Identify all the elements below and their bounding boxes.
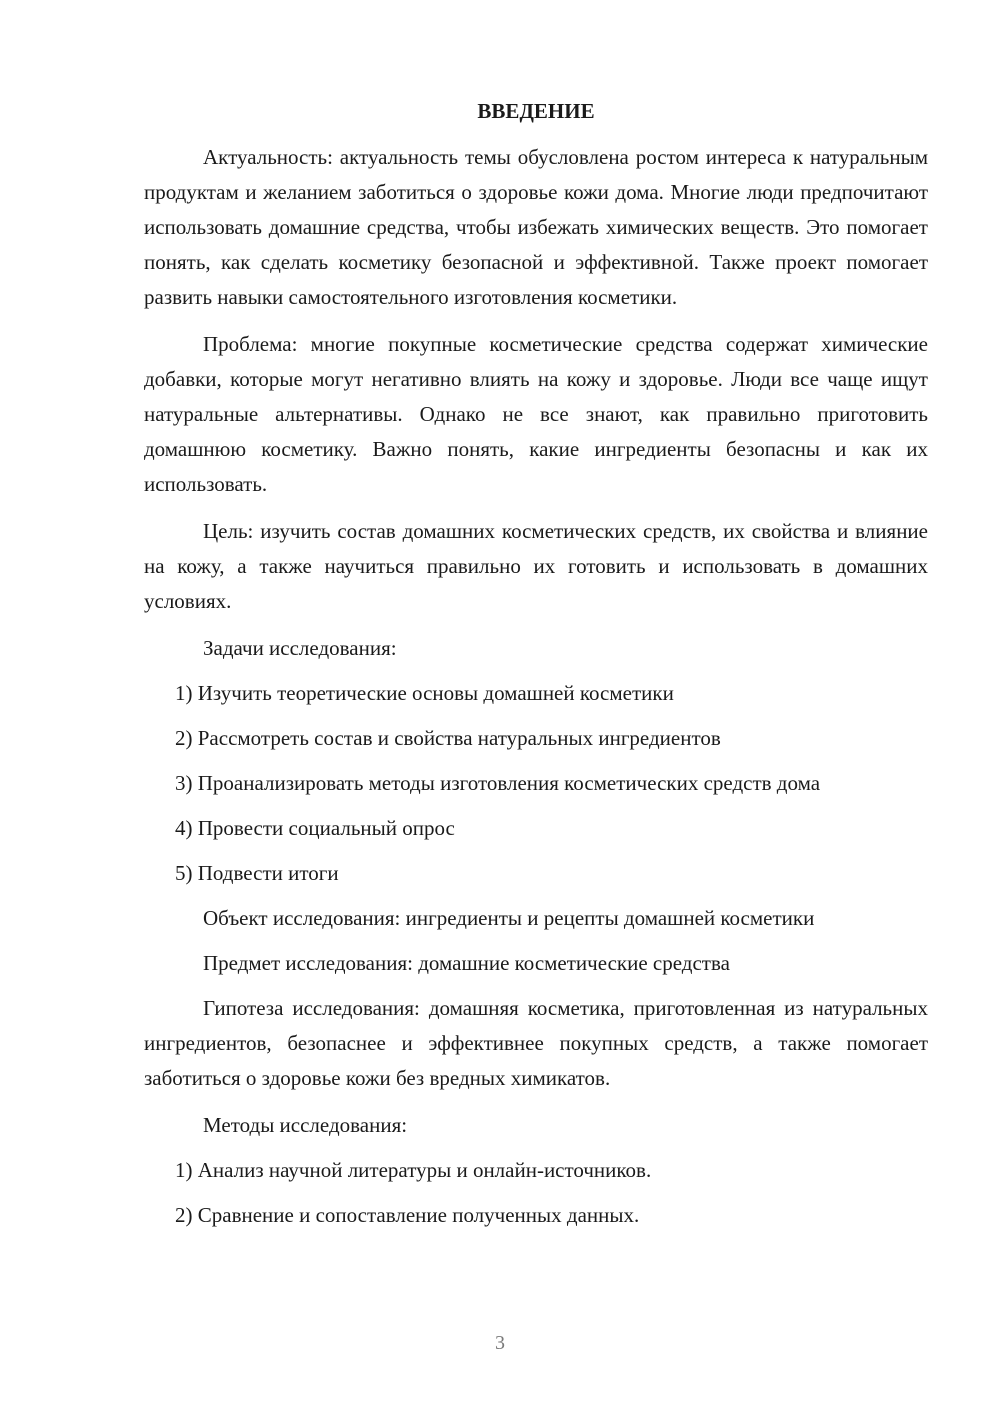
problem-paragraph: Проблема: многие покупные косметические средства содержат химические добавки, которые могут негативно влиять на кожу и здоровье. Люди все чаще ищут натуральные альтернативы. Однако не все знают, как правильно приготовить домашнюю косметику. Важно понять, какие ингредиенты безопасны и как их использовать. <box>144 332 928 496</box>
research-object: Объект исследования: ингредиенты и рецепты домашней косметики <box>203 906 815 930</box>
hypothesis-paragraph: Гипотеза исследования: домашняя косметика, приготовленная из натуральных ингредиентов, безопаснее и эффективнее покупных средств, а также помогает заботиться о здоровье кожи без вредных химикатов. <box>144 996 928 1090</box>
task-item-4: 4) Провести социальный опрос <box>175 816 455 840</box>
tasks-heading: Задачи исследования: <box>203 636 397 660</box>
method-item-2: 2) Сравнение и сопоставление полученных данных. <box>175 1203 640 1227</box>
goal-paragraph: Цель: изучить состав домашних косметических средств, их свойства и влияние на кожу, а также научиться правильно их готовить и использовать в домашних условиях. <box>144 519 928 613</box>
research-subject: Предмет исследования: домашние косметические средства <box>203 951 730 975</box>
method-item-1: 1) Анализ научной литературы и онлайн-источников. <box>175 1158 652 1182</box>
page-content <box>144 96 928 1243</box>
methods-heading: Методы исследования: <box>203 1113 408 1137</box>
task-item-3: 3) Проанализировать методы изготовления косметических средств дома <box>175 771 821 795</box>
section-title: ВВЕДЕНИЕ <box>477 99 595 123</box>
task-item-1: 1) Изучить теоретические основы домашней косметики <box>175 681 674 705</box>
task-item-5: 5) Подвести итоги <box>175 861 339 885</box>
relevance-paragraph: Актуальность: актуальность темы обусловлена ростом интереса к натуральным продуктам и желанием заботиться о здоровье кожи дома. Многие люди предпочитают использовать домашние средства, чтобы избежать химических веществ. Это помогает понять, как сделать косметику безопасной и эффективной. Также проект помогает развить навыки самостоятельного изготовления косметики. <box>144 145 928 309</box>
task-item-2: 2) Рассмотреть состав и свойства натуральных ингредиентов <box>175 726 721 750</box>
page-number: 3 <box>495 1332 505 1354</box>
